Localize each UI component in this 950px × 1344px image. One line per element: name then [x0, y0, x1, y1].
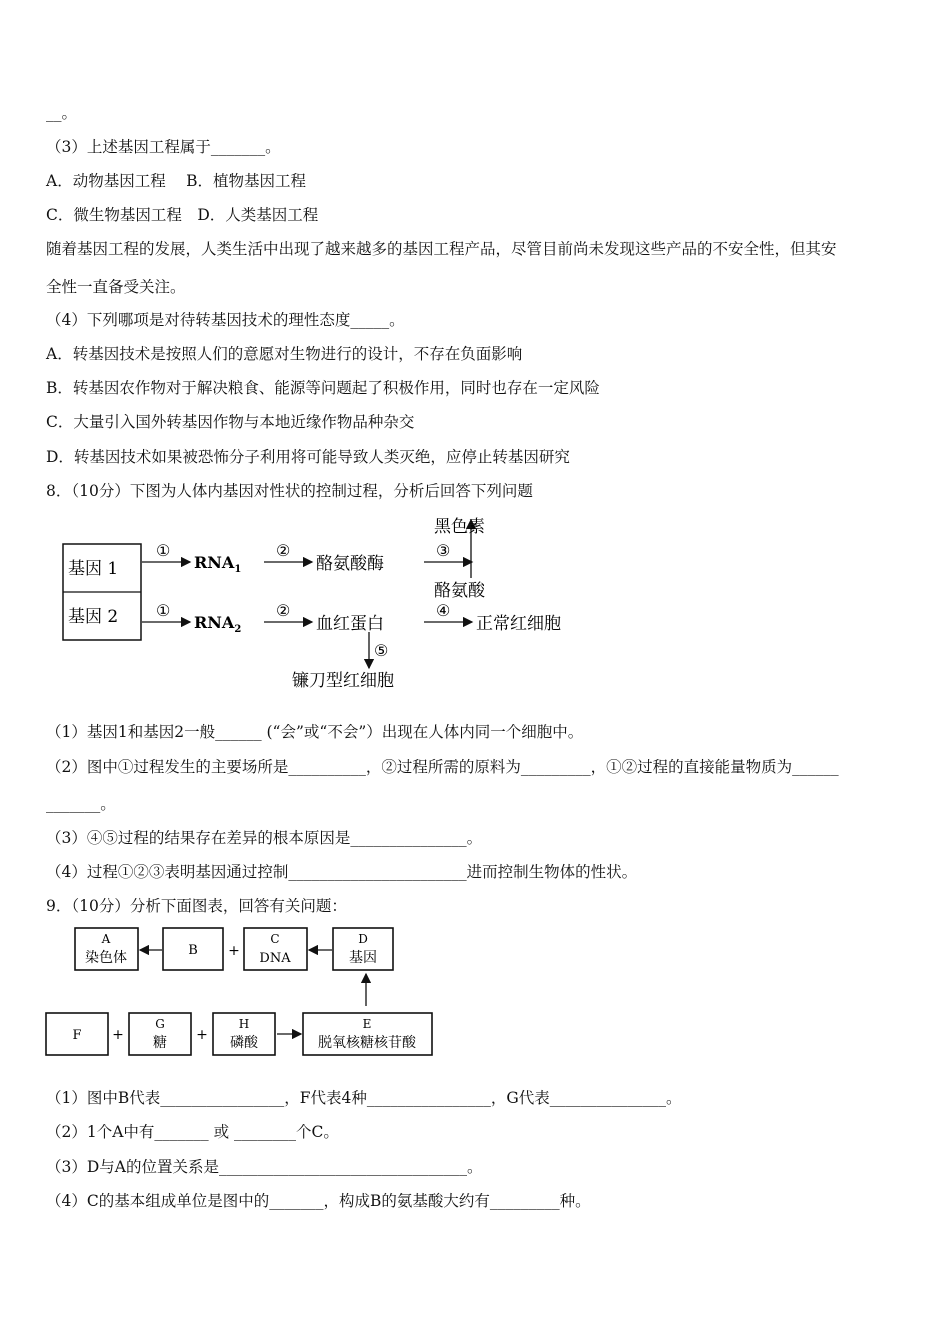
tyrosine-label: 酪氨酸	[434, 581, 485, 601]
box-a-letter: A	[101, 932, 111, 946]
box-g-letter: G	[155, 1017, 165, 1031]
question-9-title: 9．（10分）分析下面图表，回答有关问题：	[46, 897, 347, 915]
step-5-label: ⑤	[374, 641, 389, 660]
question-8-title: 8．（10分）下图为人体内基因对性状的控制过程，分析后回答下列问题	[46, 482, 533, 500]
normal-rbc-label: 正常红细胞	[476, 614, 561, 634]
box-g-label: 糖	[153, 1035, 167, 1051]
dna-concept-diagram	[0, 922, 950, 1062]
sickle-rbc-label: 镰刀型红细胞	[292, 671, 394, 690]
q9-sub-3: （3）D与A的位置关系是________________________________。	[46, 1158, 483, 1176]
text-line-3: A．动物基因工程 B．植物基因工程	[46, 172, 307, 190]
text-line-4: C．微生物基因工程 D．人类基因工程	[46, 206, 319, 224]
plus-f-g: +	[112, 1027, 124, 1043]
box-d-label: 基因	[349, 950, 377, 966]
q8-sub-1: （1）基因1和基因2一般______ (“会”或“不会”）出现在人体内同一个细胞中。	[46, 723, 584, 741]
box-f-letter: F	[72, 1028, 82, 1043]
step-4-label: ④	[436, 601, 451, 620]
q8-sub-2-cont: _______。	[46, 795, 116, 813]
text-line-7: （4）下列哪项是对待转基因技术的理性态度_____。	[46, 311, 405, 329]
hemoglobin-label: 血红蛋白	[316, 614, 384, 634]
box-b-letter: B	[188, 943, 198, 958]
text-line-6: 全性一直备受关注。	[46, 278, 186, 296]
text-line-2: （3）上述基因工程属于_______。	[46, 138, 281, 156]
q9-sub-1: （1）图中B代表________________，F代表4种________________，G代表_______________。	[46, 1089, 682, 1107]
step-1-label-row1: ①	[156, 541, 171, 560]
gene-1-label: 基因 1	[68, 559, 119, 579]
enzyme-label: 酪氨酸酶	[316, 554, 384, 574]
rna1-label: $RNA_1$	[194, 553, 242, 575]
gene-control-diagram	[0, 510, 950, 690]
q8-sub-2: （2）图中①过程发生的主要场所是__________，②过程所需的原料为_________，①②过程的直接能量物质为______	[46, 758, 839, 776]
text-line-10: C．大量引入国外转基因作物与本地近缘作物品种杂交	[46, 413, 415, 431]
step-2-label-row2: ②	[276, 601, 291, 620]
box-e-label: 脱氧核糖核苷酸	[318, 1035, 416, 1051]
text-line-1: __。	[46, 104, 78, 122]
box-d-letter: D	[358, 932, 368, 946]
box-e-letter: E	[362, 1017, 372, 1031]
rna2-label: $RNA_2$	[194, 613, 242, 635]
box-c-letter: C	[270, 932, 280, 946]
step-3-label: ③	[436, 541, 451, 560]
text-line-8: A．转基因技术是按照人们的意愿对生物进行的设计，不存在负面影响	[46, 345, 523, 363]
q9-sub-2: （2）1个A中有_______ 或 ________个C。	[46, 1123, 339, 1141]
q9-sub-4: （4）C的基本组成单位是图中的_______，构成B的氨基酸大约有_________种。	[46, 1192, 591, 1210]
plus-b-c: +	[228, 943, 240, 959]
box-a-label: 染色体	[85, 950, 127, 966]
plus-g-h: +	[196, 1027, 208, 1043]
box-h-letter: H	[238, 1017, 250, 1031]
text-line-11: D．转基因技术如果被恐怖分子利用将可能导致人类灭绝，应停止转基因研究	[46, 448, 570, 466]
q8-sub-3: （3）④⑤过程的结果存在差异的根本原因是_______________。	[46, 829, 483, 847]
text-line-5: 随着基因工程的发展，人类生活中出现了越来越多的基因工程产品，尽管目前尚未发现这些产品的不安全性，但其安	[46, 240, 837, 258]
step-1-label-row2: ①	[156, 601, 171, 620]
box-c-label: DNA	[259, 951, 291, 966]
gene-2-label: 基因 2	[68, 607, 119, 627]
text-line-9: B．转基因农作物对于解决粮食、能源等问题起了积极作用，同时也存在一定风险	[46, 379, 600, 397]
melanin-label: 黑色素	[434, 517, 485, 537]
q8-sub-4: （4）过程①②③表明基因通过控制_______________________进而控制生物体的性状。	[46, 863, 638, 881]
step-2-label-row1: ②	[276, 541, 291, 560]
box-h-label: 磷酸	[230, 1035, 258, 1051]
